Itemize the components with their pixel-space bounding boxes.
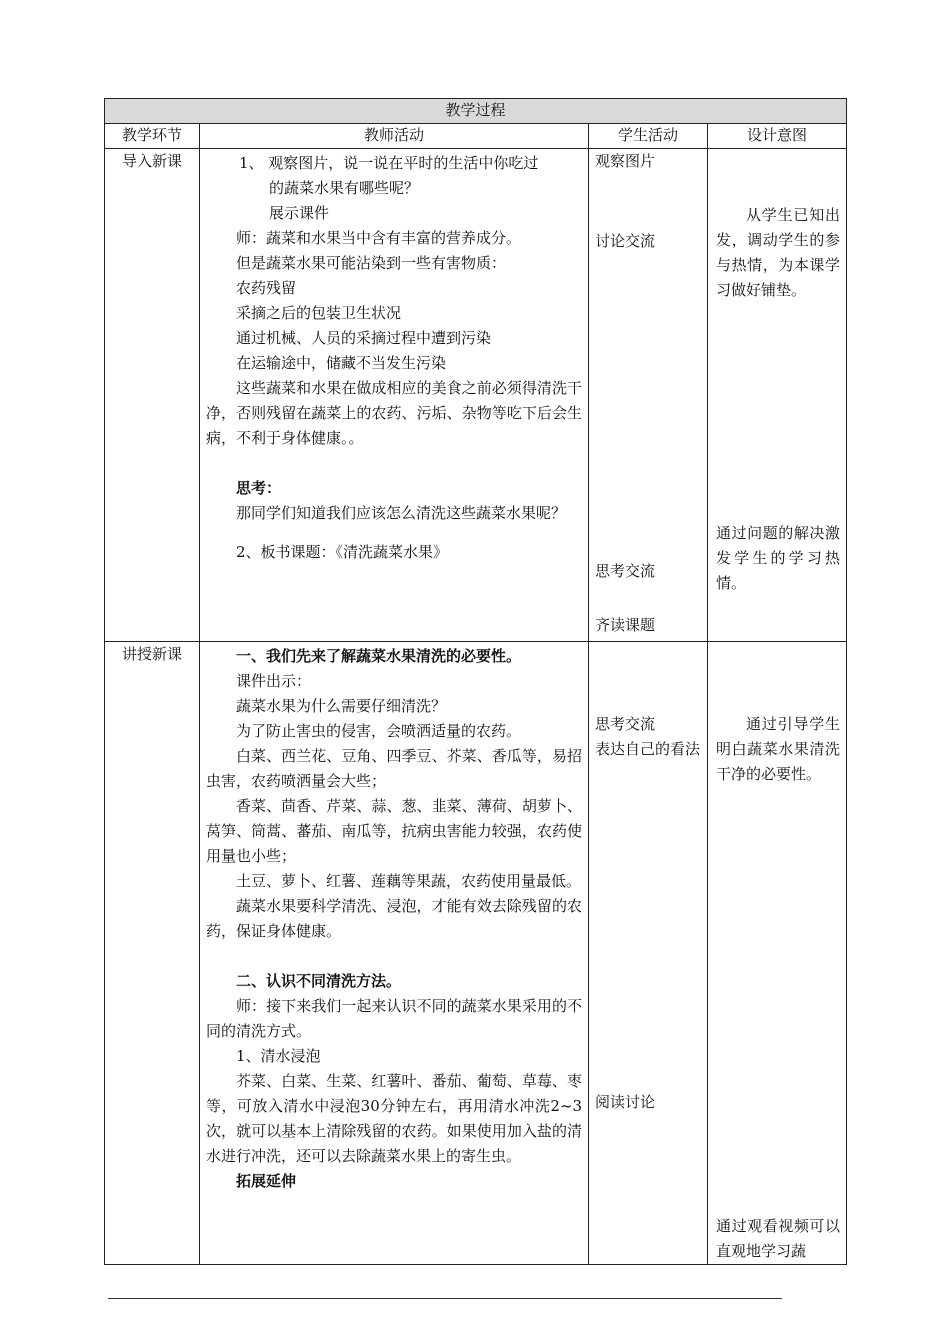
design-intent: 从学生已知出发，调动学生的参与热情，为本课学习做好铺垫。 — [716, 206, 841, 299]
header-intent: 设计意图 — [708, 124, 847, 149]
stage-cell: 导入新课 — [105, 149, 200, 642]
student-activity: 表达自己的看法 — [595, 740, 701, 758]
header-teacher: 教师活动 — [200, 124, 589, 149]
design-intent: 通过引导学生明白蔬菜水果清洗干净的必要性。 — [716, 715, 841, 783]
section-heading: 拓展延伸 — [236, 1172, 297, 1190]
design-intent: 通过问题的解决激发学生的学习热情。 — [716, 524, 841, 592]
design-intent: 通过观看视频可以直观地学习蔬 — [716, 1217, 841, 1260]
think-label: 思考： — [236, 479, 282, 497]
teaching-process-table — [104, 98, 847, 1265]
section-heading: 二、认识不同清洗方法。 — [236, 972, 402, 990]
teacher-cell — [200, 149, 589, 642]
teacher-para: 为了防止害虫的侵害，会喷洒适量的农药。 — [236, 722, 522, 740]
teacher-para: 蔬菜水果要科学清洗、浸泡，才能有效去除残留的农药，保证身体健康。 — [206, 897, 582, 940]
teacher-para: 师：蔬菜和水果当中含有丰富的营养成分。 — [236, 229, 522, 247]
table-row — [105, 642, 847, 1265]
intent-cell — [708, 149, 847, 642]
teacher-para: 但是蔬菜水果可能沾染到一些有害物质： — [236, 254, 507, 272]
student-cell — [589, 642, 708, 1265]
header-student: 学生活动 — [589, 124, 708, 149]
teacher-para: 通过机械、人员的采摘过程中遭到污染 — [236, 329, 492, 347]
table-row — [105, 149, 847, 642]
teacher-show: 展示课件 — [269, 204, 330, 222]
student-activity: 观察图片 — [595, 152, 656, 170]
student-activity: 阅读讨论 — [595, 1093, 656, 1111]
teacher-para: 香菜、茴香、芹菜、蒜、葱、韭菜、薄荷、胡萝卜、莴笋、筒蒿、蕃茄、南瓜等，抗病虫害能力较强，农药使用量也小些； — [206, 797, 582, 865]
student-activity: 思考交流 — [595, 715, 656, 733]
teacher-item-2: 2、板书课题：《清洗蔬菜水果》 — [236, 543, 449, 561]
teacher-para: 师：接下来我们一起来认识不同的蔬菜水果采用的不同的清洗方式。 — [206, 997, 582, 1040]
stage-cell: 讲授新课 — [105, 642, 200, 1265]
header-stage: 教学环节 — [105, 124, 200, 149]
student-activity: 讨论交流 — [595, 232, 656, 250]
student-cell — [589, 149, 708, 642]
teacher-para: 这些蔬菜和水果在做成相应的美食之前必须得清洗干净，否则残留在蔬菜上的农药、污垢、杂物等吃下后会生病，不利于身体健康。。 — [206, 379, 582, 447]
teacher-para: 采摘之后的包装卫生状况 — [236, 304, 402, 322]
footer-divider — [108, 1298, 782, 1299]
student-activity: 齐读课题 — [595, 616, 656, 634]
intent-cell — [708, 642, 847, 1265]
teacher-para: 1、清水浸泡 — [236, 1047, 321, 1065]
teacher-para: 白菜、西兰花、豆角、四季豆、芥菜、香瓜等，易招虫害，农药喷洒量会大些； — [206, 747, 582, 790]
teacher-para: 蔬菜水果为什么需要仔细清洗？ — [236, 697, 447, 715]
teacher-para: 农药残留 — [236, 279, 297, 297]
teacher-cell — [200, 642, 589, 1265]
student-activity: 思考交流 — [595, 562, 656, 580]
teacher-item-1b: 的蔬菜水果有哪些呢？ — [269, 179, 420, 197]
table-title: 教学过程 — [105, 99, 847, 124]
think-question: 那同学们知道我们应该怎么清洗这些蔬菜水果呢？ — [236, 504, 567, 522]
teacher-para: 芥菜、白菜、生菜、红薯叶、番茄、葡萄、草莓、枣等，可放入清水中浸泡30分钟左右，再用清水冲洗2~3次，就可以基本上清除残留的农药。如果使用加入盐的清水进行冲洗，还可以去除蔬菜水果上的寄生虫。 — [206, 1072, 582, 1165]
teacher-para: 土豆、萝卜、红薯、莲藕等果蔬，农药使用量最低。 — [236, 872, 582, 890]
teacher-item-1a: 1、 观察图片，说一说在平时的生活中你吃过 — [239, 154, 539, 172]
section-heading: 一、我们先来了解蔬菜水果清洗的必要性。 — [236, 647, 522, 665]
teacher-para: 在运输途中，储藏不当发生污染 — [236, 354, 447, 372]
teacher-para: 课件出示： — [236, 672, 312, 690]
